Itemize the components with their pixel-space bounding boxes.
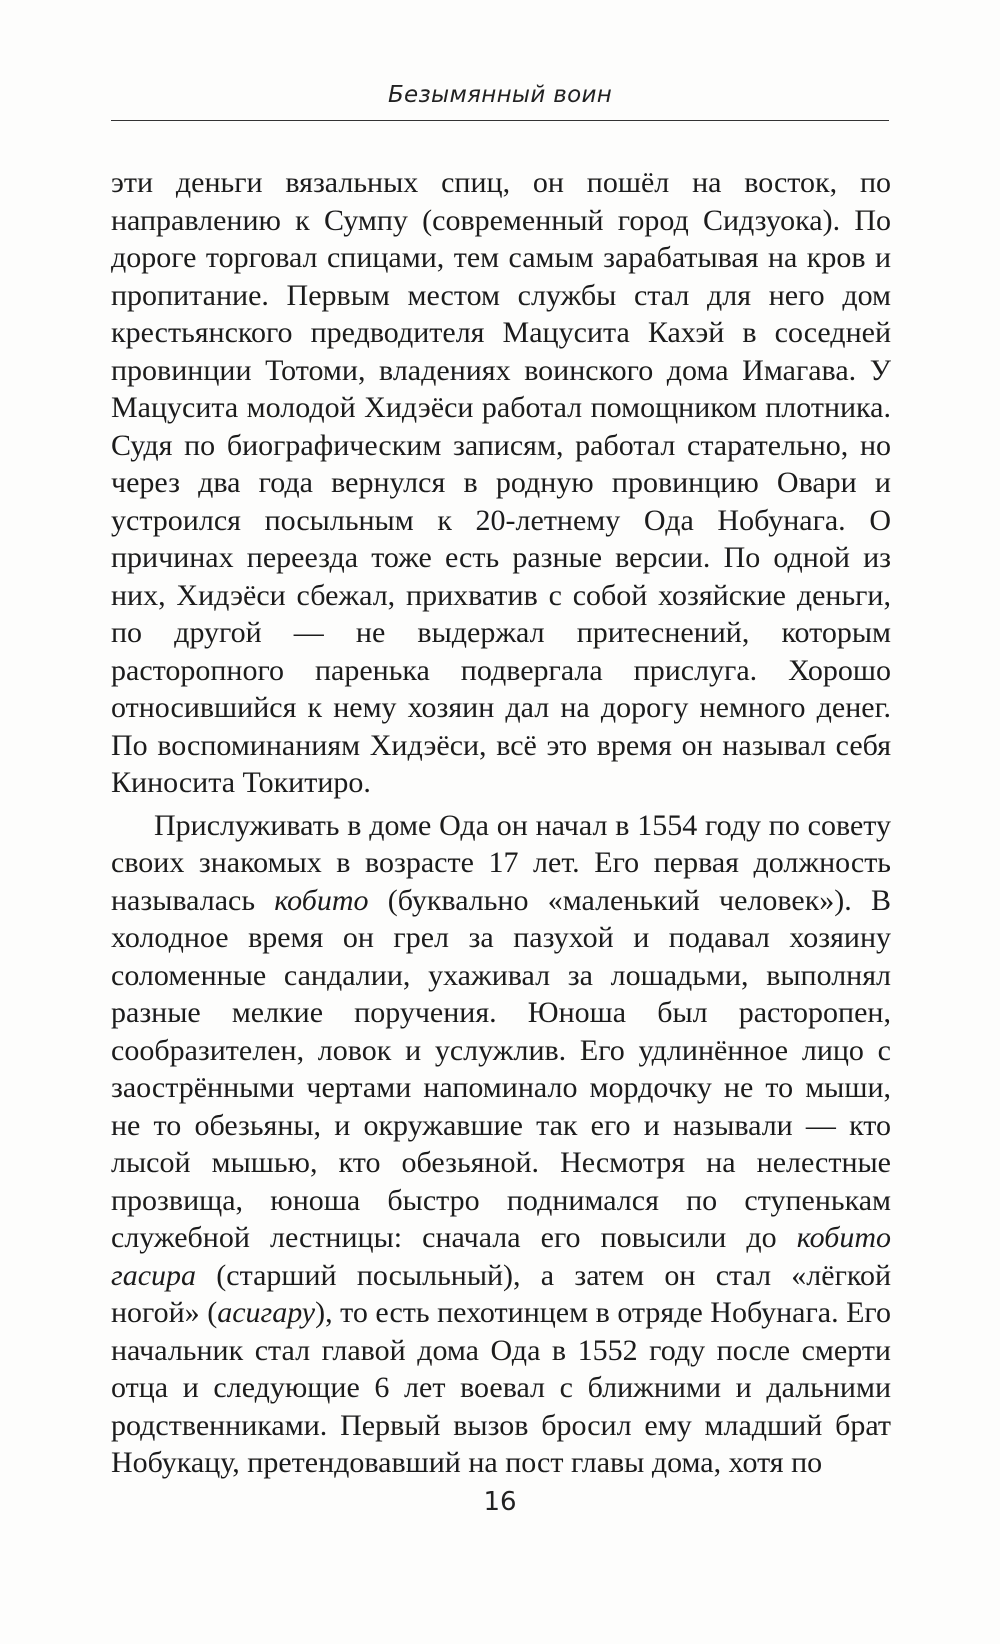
body-text	[111, 164, 891, 1482]
running-header-title: Безымянный воин	[387, 82, 613, 108]
paragraph-continued: эти деньги вязальных спиц, он пошёл на восток, по направлению к Сумпу (современный город Сидзуока). По дороге торговал спицами, тем самым зарабатывая на кров и пропитание. Первым местом службы стал для него дом крестьянского предводителя Мацусита Кахэй в соседней провинции Тотоми, владениях воинского дома Имагава. У Мацусита молодой Хидэёси работал помощником плотника. Судя по биографическим записям, работал старательно, но через два года вернулся в родную провинцию Овари и устроился посыльным к 20-летнему Ода Нобунага. О причинах переезда тоже есть разные версии. По одной из них, Хидэёси сбежал, прихватив с собой хозяйские деньги, по другой — не выдержал притеснений, которым расторопного паренька подвергала прислуга. Хорошо относившийся к нему хозяин дал на дорогу немного денег. По воспоминаниям Хидэёси, всё это время он называл себя Киносита Токитиро.	[111, 166, 891, 799]
page-number: 16	[483, 1487, 517, 1517]
italic-term-kobito-gasira: кобито гасира	[111, 1221, 891, 1292]
text-run: (буквально «маленький человек»). В холодное время он грел за пазухой и подавал хозяину соломенные сандалии, ухаживал за лошадьми, выполнял разные мелкие поручения. Юноша был расторопен, сообразителен, ловок и услужлив. Его удлинённое лицо с заострёнными чертами напоминало мордочку не то мыши, не то обезьяны, и окружавшие так его и называли — кто лысой мышью, кто обезьяной. Несмотря на нелестные прозвища, юноша быстро поднимался по ступенькам служебной лестницы: сначала его повысили до	[111, 883, 891, 1254]
text-run: ), то есть пехотинцем в отряде Нобунага. Его начальник стал главой дома Ода в 1552 году после смерти отца и следующие 6 лет воевал с ближними и дальними родственниками. Первый вызов бросил ему младший брат Нобукацу, претендовавший на пост главы дома, хотя по	[111, 1296, 891, 1479]
italic-term-asigaru: асигару	[217, 1296, 316, 1329]
text-run: Прислуживать в доме Ода он начал в 1554 году по совету своих знакомых в возрасте 17 лет. Его первая должность называлась	[111, 808, 891, 917]
paragraph	[111, 807, 891, 1482]
header-divider	[111, 120, 889, 121]
text-run: (старший посыльный), а затем он стал «лёгкой ногой» (	[111, 1258, 891, 1329]
italic-term-kobito: кобито	[274, 883, 369, 917]
